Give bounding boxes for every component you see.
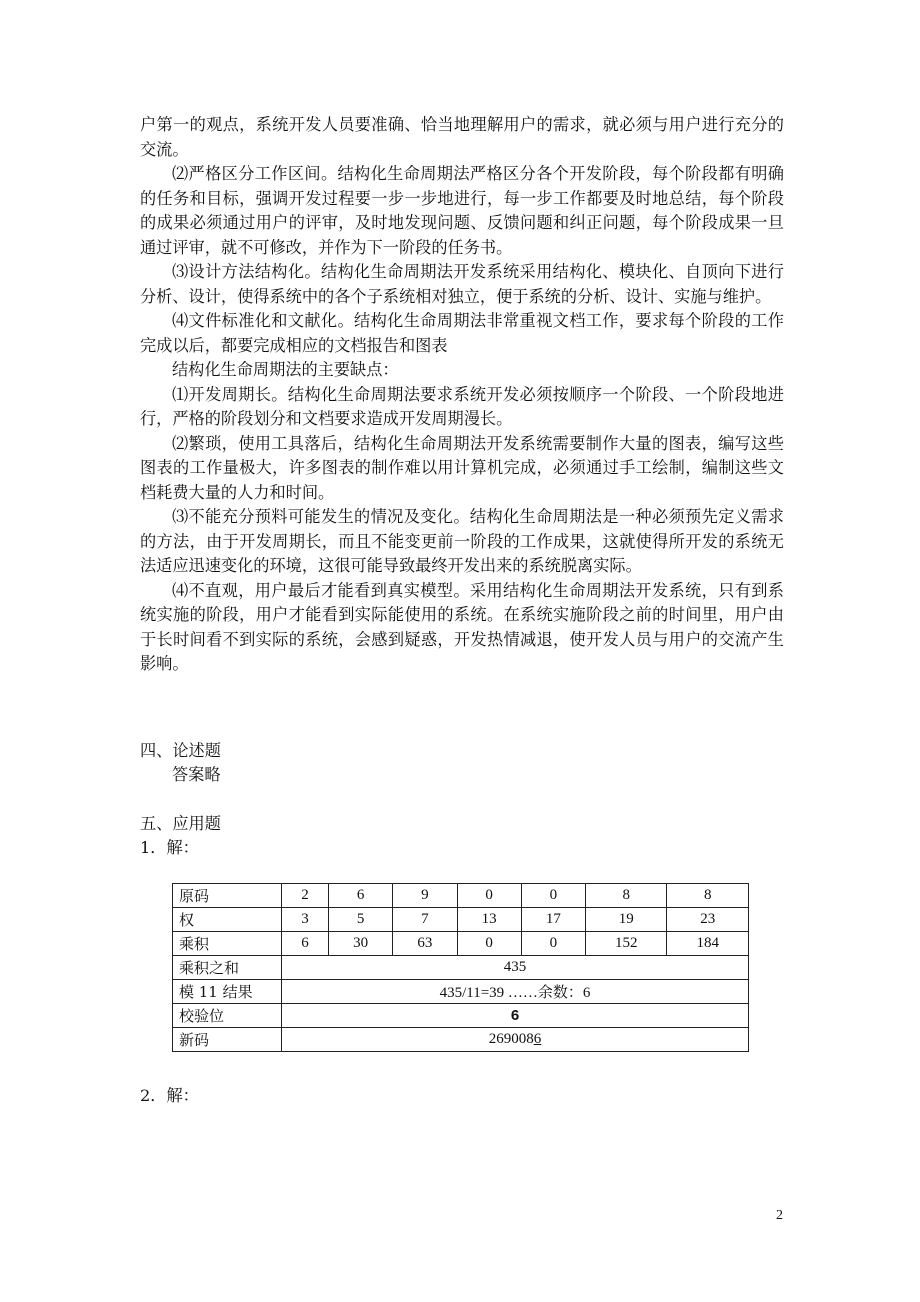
table-row: [173, 908, 749, 932]
table-row: [173, 956, 749, 980]
new-code-prefix: 269008: [488, 1031, 534, 1047]
table-cell: 152: [586, 932, 667, 956]
new-code-check-digit: 6: [533, 1031, 542, 1047]
table-cell: 184: [667, 932, 749, 956]
table-cell: 8: [586, 884, 667, 908]
sum-value: 435: [282, 956, 749, 980]
row-label-original-code: 原码: [173, 884, 282, 908]
table-cell: 6: [282, 932, 329, 956]
section-5-title: 五、应用题: [140, 814, 221, 833]
paragraph-disadvantage-1: ⑴开发周期长。结构化生命周期法要求系统开发必须按顺序一个阶段、一个阶段地进行，严格的阶段划分和文档要求造成开发周期漫长。: [140, 384, 784, 428]
table-row: [173, 932, 749, 956]
paragraph-disadvantage-3: ⑶不能充分预料可能发生的情况及变化。结构化生命周期法是一种必须预先定义需求的方法，由于开发周期长，而且不能变更前一阶段的工作成果，这就使得所开发的系统无法适应迅速变化的环境，这很可能导致最终开发出来的系统脱离实际。: [140, 507, 784, 575]
table-cell: 6: [329, 884, 393, 908]
table-cell: 23: [667, 908, 749, 932]
table-cell: 0: [521, 932, 585, 956]
table-row: [173, 980, 749, 1004]
section-4-answer: 答案略: [172, 765, 221, 784]
table-row: [173, 1004, 749, 1028]
table-cell: 0: [521, 884, 585, 908]
check-digit-value: 6: [282, 1004, 749, 1028]
body-text-block: [140, 113, 784, 677]
row-label-sum: 乘积之和: [173, 956, 282, 980]
table-cell: 0: [457, 932, 521, 956]
page-number: 2: [776, 1208, 783, 1223]
mod11-value: 435/11=39 ……余数：6: [282, 980, 749, 1004]
question-2-label: 2．解：: [140, 1086, 199, 1105]
table-cell: 19: [586, 908, 667, 932]
table-cell: 63: [393, 932, 457, 956]
row-label-new-code: 新码: [173, 1028, 282, 1052]
table-cell: 9: [393, 884, 457, 908]
row-label-weight: 权: [173, 908, 282, 932]
new-code-value: [282, 1028, 749, 1052]
table-cell: 2: [282, 884, 329, 908]
table-cell: 5: [329, 908, 393, 932]
table-cell: 13: [457, 908, 521, 932]
table-cell: 17: [521, 908, 585, 932]
row-label-check-digit: 校验位: [173, 1004, 282, 1028]
row-label-mod11: 模 11 结果: [173, 980, 282, 1004]
table-cell: 8: [667, 884, 749, 908]
paragraph-continuation: 户第一的观点，系统开发人员要准确、恰当地理解用户的需求，就必须与用户进行充分的交流。: [140, 115, 784, 159]
table-cell: 30: [329, 932, 393, 956]
check-digit-table: [172, 883, 749, 1052]
paragraph-disadvantages-heading: 结构化生命周期法的主要缺点：: [172, 360, 399, 379]
paragraph-disadvantage-2: ⑵繁琐，使用工具落后，结构化生命周期法开发系统需要制作大量的图表，编写这些图表的工作量极大，许多图表的制作难以用计算机完成，必须通过手工绘制，编制这些文档耗费大量的人力和时间。: [140, 433, 784, 502]
table-row: [173, 1028, 749, 1052]
table-row: [173, 884, 749, 908]
table-cell: 7: [393, 908, 457, 932]
paragraph-advantage-2: ⑵严格区分工作区间。结构化生命周期法严格区分各个开发阶段，每个阶段都有明确的任务和目标，强调开发过程要一步一步地进行，每一步工作都要及时地总结，每个阶段的成果必须通过用户的评审，及时地发现问题、反馈问题和纠正问题，每个阶段成果一旦通过评审，就不可修改，并作为下一阶段的任务书。: [140, 164, 784, 257]
question-1-label: 1．解：: [140, 838, 199, 857]
table-cell: 3: [282, 908, 329, 932]
paragraph-advantage-4: ⑷文件标准化和文献化。结构化生命周期法非常重视文档工作，要求每个阶段的工作完成以后，都要完成相应的文档报告和图表: [140, 311, 784, 355]
section-4-title: 四、论述题: [140, 741, 221, 760]
paragraph-advantage-3: ⑶设计方法结构化。结构化生命周期法开发系统采用结构化、模块化、自顶向下进行分析、设计，使得系统中的各个子系统相对独立，便于系统的分析、设计、实施与维护。: [140, 262, 784, 306]
row-label-product: 乘积: [173, 932, 282, 956]
table-cell: 0: [457, 884, 521, 908]
paragraph-disadvantage-4: ⑷不直观，用户最后才能看到真实模型。采用结构化生命周期法开发系统，只有到系统实施的阶段，用户才能看到实际能使用的系统。在系统实施阶段之前的时间里，用户由于长时间看不到实际的系统，会感到疑惑，开发热情减退，使开发人员与用户的交流产生影响。: [140, 580, 784, 673]
